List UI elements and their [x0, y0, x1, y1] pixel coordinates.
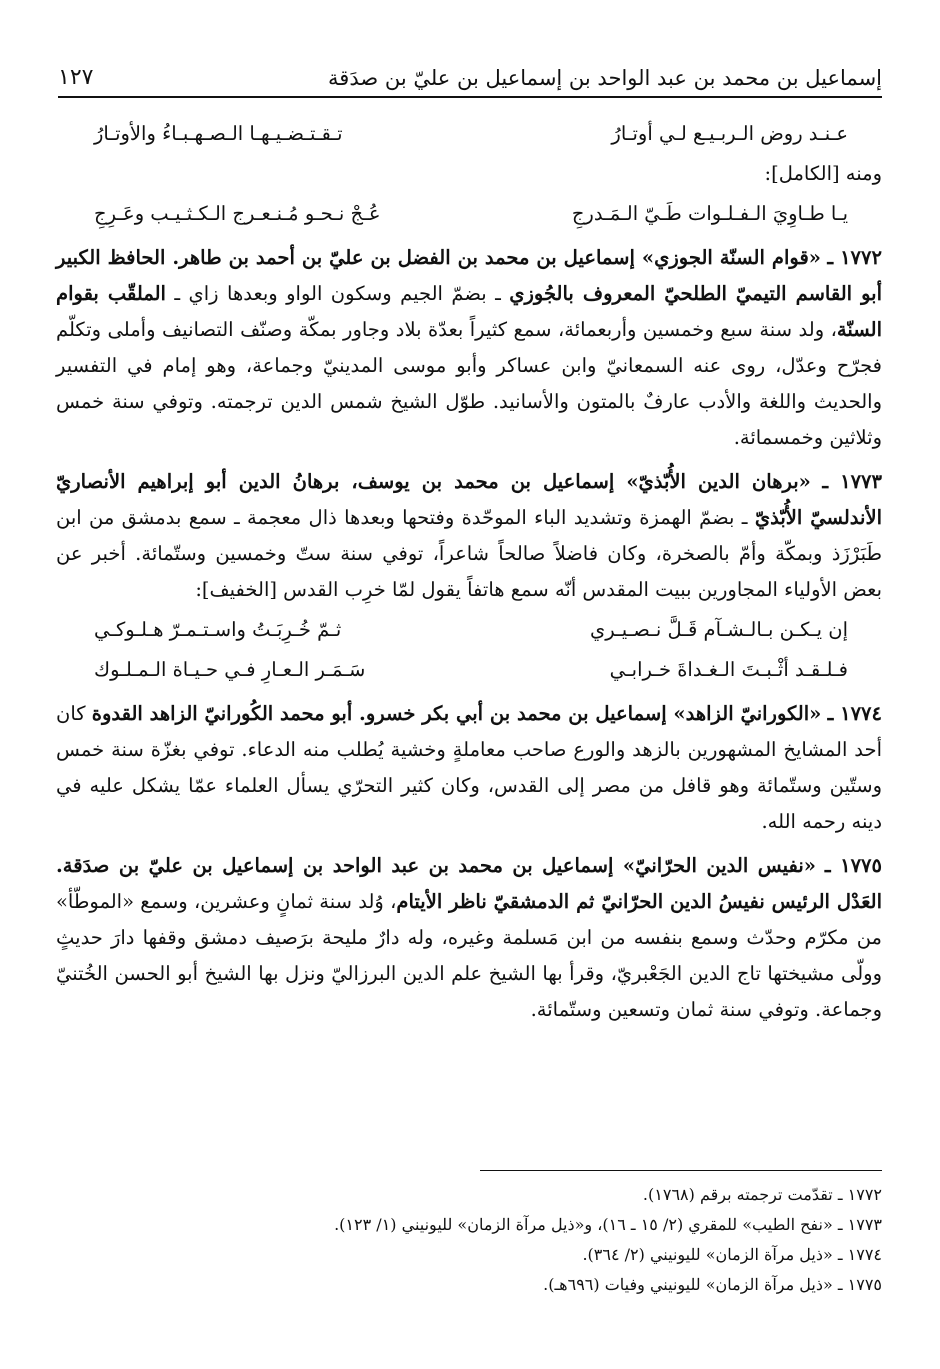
entry-1772: [56, 240, 882, 456]
poem-verse: [56, 612, 882, 648]
entry-text: كان أحد المشايخ المشهورين بالزهد والورع صاحب معاملةٍ وخشية يُطلب منه الدعاء. توفي بغزّة سنة خمس وستّين وستّمائة وهو قافل من مصر إلى القدس، وكان كثير التحرّي يسأل العلماء عمّا يشكل عليه في دينه رحمه الله.: [56, 702, 882, 833]
entry-number: ١٧٧٤ ـ: [827, 702, 882, 725]
entry-text: ، وُلد سنة ثمانٍ وعشرين، وسمع «الموطّأ» من مكرّم وحدّث وسمع بنفسه من ابن مَسلمة وغيره، وله دارٌ مليحة برَصيف دمشق وقفها دارَ حديثٍ وولّى مشيختها تاج الدين الجَعْبريّ، وقرأ بها الشيخ علم الدين البرزاليّ ونزل بها الشيخ أبو الحسن الخُتنيّ وجماعة. وتوفي سنة ثمان وتسعين وستّمائة.: [56, 890, 882, 1021]
entry-heading: «نفيس الدين الحرّانيّ» إسماعيل بن محمد بن عبد الواحد بن إسماعيل بن عليّ بن صدَقة. العَدْل الرئيس نفيسُ الدين الحرّانيّ ثم الدمشقيّ ناظر الأيتام: [56, 854, 882, 913]
poem-verse: [56, 196, 882, 232]
verse-second-hemistich: سَـمَـر الـعـارِ فـي حـيـاة الـمـلـوك: [94, 658, 366, 681]
verse-second-hemistich: عُـجْ نـحـو مُـنـعـرج الـكـثـيـب وعَـرِجِ: [94, 202, 381, 225]
main-text: [56, 112, 882, 1028]
entry-1775: [56, 848, 882, 1028]
verse-first-hemistich: يـا طـاوِيَ الـفـلـوات طَـيّ الـمَـدرجِ: [571, 202, 848, 225]
entry-1773: [56, 464, 882, 608]
footnote: ١٧٧٥ ـ «ذيل مرآة الزمان» لليونيني وفيات (٦٩٦هـ).: [543, 1275, 882, 1294]
entry-heading: «الكورانيّ الزاهد» إسماعيل بن محمد بن أبي بكر خسرو. أبو محمد الكُورانيّ الزاهد القدوة: [91, 702, 822, 725]
footnote: ١٧٧٣ ـ «نفح الطيب» للمقري (٢/ ١٥ ـ ١٦)، و«ذيل مرآة الزمان» لليونيني (١/ ١٢٣).: [334, 1215, 882, 1234]
footnotes: [56, 1180, 882, 1300]
page-number: ١٢٧: [58, 65, 94, 90]
footnote: ١٧٧٤ ـ «ذيل مرآة الزمان» لليونيني (٢/ ٣٦٤).: [582, 1245, 882, 1264]
entry-number: ١٧٧٥ ـ: [824, 854, 882, 877]
entry-text: ، ولد سنة سبع وخمسين وأربعمائة، سمع كثيراً بعدّة بلاد وجاور بمكّة وصنّف التصانيف وأملى وتكلّم فجرّح وعدّل، روى عنه السمعانيّ وابن عساكر وأبو موسى المدينيّ وجماعة، وهو إمام في التفسير والحديث واللغة والأدب عارفٌ بالمتون والأسانيد. طوّل الشيخ شمس الدين ترجمته. وتوفي سنة خمس وثلاثين وخمسمائة.: [56, 318, 882, 449]
verse-first-hemistich: عـنـد روض الـربـيـع لـي أوتـارُ: [611, 122, 848, 145]
entry-number: ١٧٧٢ ـ: [827, 246, 882, 269]
running-header: [58, 44, 882, 98]
meter-label: ومنه [الكامل]:: [764, 162, 882, 185]
entry-heading: «قوام السنّة الجوزي» إسماعيل بن محمد بن الفضل بن عليّ بن أحمد بن طاهر. الحافظ الكبير أبو القاسم التيميّ الطلحيّ المعروف بالجُوزي: [56, 246, 882, 305]
poem-verse: [56, 652, 882, 688]
verse-first-hemistich: فـلـقـد أثْـبـتَ الـغـداةَ خـرابـي: [609, 658, 848, 681]
entry-1774: [56, 696, 882, 840]
poem-verse: [56, 116, 882, 152]
verse-second-hemistich: ثـمّ خُـرِبَـتُ واسـتـمـرّ هـلـوكـي: [94, 618, 342, 641]
running-title: إسماعيل بن محمد بن عبد الواحد بن إسماعيل بن عليّ بن صدَقة: [328, 66, 882, 90]
verse-first-hemistich: إن يـكـن بـالـشـآم قَـلَّ نـصـيـري: [589, 618, 848, 641]
entry-epithet: الملقّب بقوام السنّة: [56, 282, 882, 341]
entry-text: ـ بضمّ الجيم وسكون الواو وبعدها زاي ـ: [165, 282, 510, 305]
footnote-divider: [480, 1170, 882, 1171]
entry-text: ـ بضمّ الهمزة وتشديد الباء الموحّدة وفتحها وبعدها ذال معجمة ـ سمع بدمشق من ابن طَبَرْزَذ وبمكّة وأمّ بالصخرة، وكان فاضلاً صالحاً شاعراً، توفي سنة ستّ وخمسين وستّمائة. أخبر عن بعض الأولياء المجاورين ببيت المقدس أنّه سمع هاتفاً يقول لمّا خرِب القدس [الخفيف]:: [56, 506, 882, 601]
entry-number: ١٧٧٣ ـ: [822, 470, 882, 493]
verse-second-hemistich: تـقـتـضـيـهـا الـصـهـبـاءُ والأوتـارُ: [94, 122, 343, 145]
footnote: ١٧٧٢ ـ تقدّمت ترجمته برقم (١٧٦٨).: [642, 1185, 882, 1204]
entry-heading: «برهان الدين الأُبّذيّ» إسماعيل بن محمد بن يوسف، برهانُ الدين أبو إبراهيم الأنصاريّ الأندلسيّ الأُبّذيّ: [56, 470, 883, 529]
